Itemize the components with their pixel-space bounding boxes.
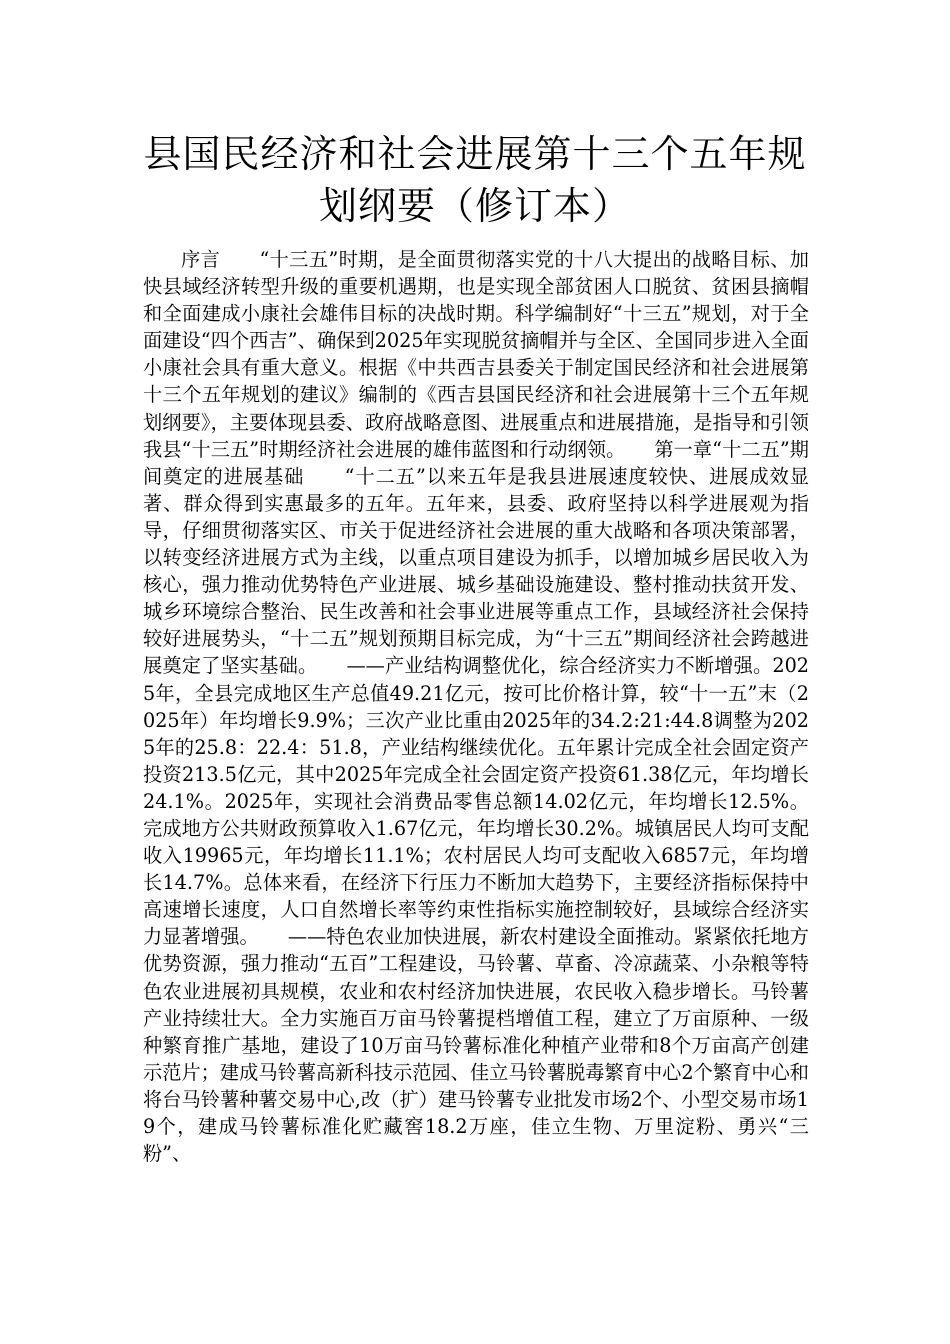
document-title: 县国民经济和社会进展第十三个五年规划纲要（修订本）	[143, 132, 807, 228]
document-body-text: 序言 “十三五”时期，是全面贯彻落实党的十八大提出的战略目标、加快县域经济转型升级的重要机遇期，也是实现全部贫困人口脱贫、贫困县摘帽和全面建成小康社会雄伟目标的决战时期。科学编制好“十三五”规划，对于全面建设“四个西吉”、确保到2025年实现脱贫摘帽并与全区、全国同步进入全面小康社会具有重大意义。根据《中共西吉县委关于制定国民经济和社会进展第十三个五年规划的建议》编制的《西吉县国民经济和社会进展第十三个五年规划纲要》，主要体现县委、政府战略意图、进展重点和进展措施，是指导和引领我县“十三五”时期经济社会进展的雄伟蓝图和行动纲领。 第一章“十二五”期间奠定的进展基础 “十二五”以来五年是我县进展速度较快、进展成效显著、群众得到实惠最多的五年。五年来，县委、政府坚持以科学进展观为指导，仔细贯彻落实区、市关于促进经济社会进展的重大战略和各项决策部署，以转变经济进展方式为主线，以重点项目建设为抓手，以增加城乡居民收入为核心，强力推动优势特色产业进展、城乡基础设施建设、整村推动扶贫开发、城乡环境综合整治、民生改善和社会事业进展等重点工作，县域经济社会保持较好进展势头，“十二五”规划预期目标完成，为“十三五”期间经济社会跨越进展奠定了坚实基础。 ——产业结构调整优化，综合经济实力不断增强。2025年，全县完成地区生产总值49.21亿元，按可比价格计算，较“十一五”末（2025年）年均增长9.9%；三次产业比重由2025年的34.2:21:44.8调整为2025年的25.8：22.4：51.8，产业结构继续优化。五年累计完成全社会固定资产投资213.5亿元，其中2025年完成全社会固定资产投资61.38亿元，年均增长24.1%。2025年，实现社会消费品零售总额14.02亿元，年均增长12.5%。完成地方公共财政预算收入1.67亿元，年均增长30.2%。城镇居民人均可支配收入19965元，年均增长11.1%；农村居民人均可支配收入6857元，年均增长14.7%。总体来看，在经济下行压力不断加大趋势下，主要经济指标保持中高速增长速度，人口自然增长率等约束性指标实施控制较好，县域综合经济实力显著增强。 ——特色农业加快进展，新农村建设全面推动。紧紧依托地方优势资源，强力推动“五百”工程建设，马铃薯、草畜、冷凉蔬菜、小杂粮等特色农业进展初具规模，农业和农村经济加快进展，农民收入稳步增长。马铃薯产业持续壮大。全力实施百万亩马铃薯提档增值工程，建立了万亩原种、一级种繁育推广基地，建设了10万亩马铃薯标准化种植产业带和8个万亩高产创建示范片；建成马铃薯高新科技示范园、佳立马铃薯脱毒繁育中心2个繁育中心和将台马铃薯种薯交易中心,改（扩）建马铃薯专业批发市场2个、小型交易市场19个，建成马铃薯标准化贮藏窖18.2万座，佳立生物、万里淀粉、勇兴“三粉”、	[143, 248, 809, 1166]
